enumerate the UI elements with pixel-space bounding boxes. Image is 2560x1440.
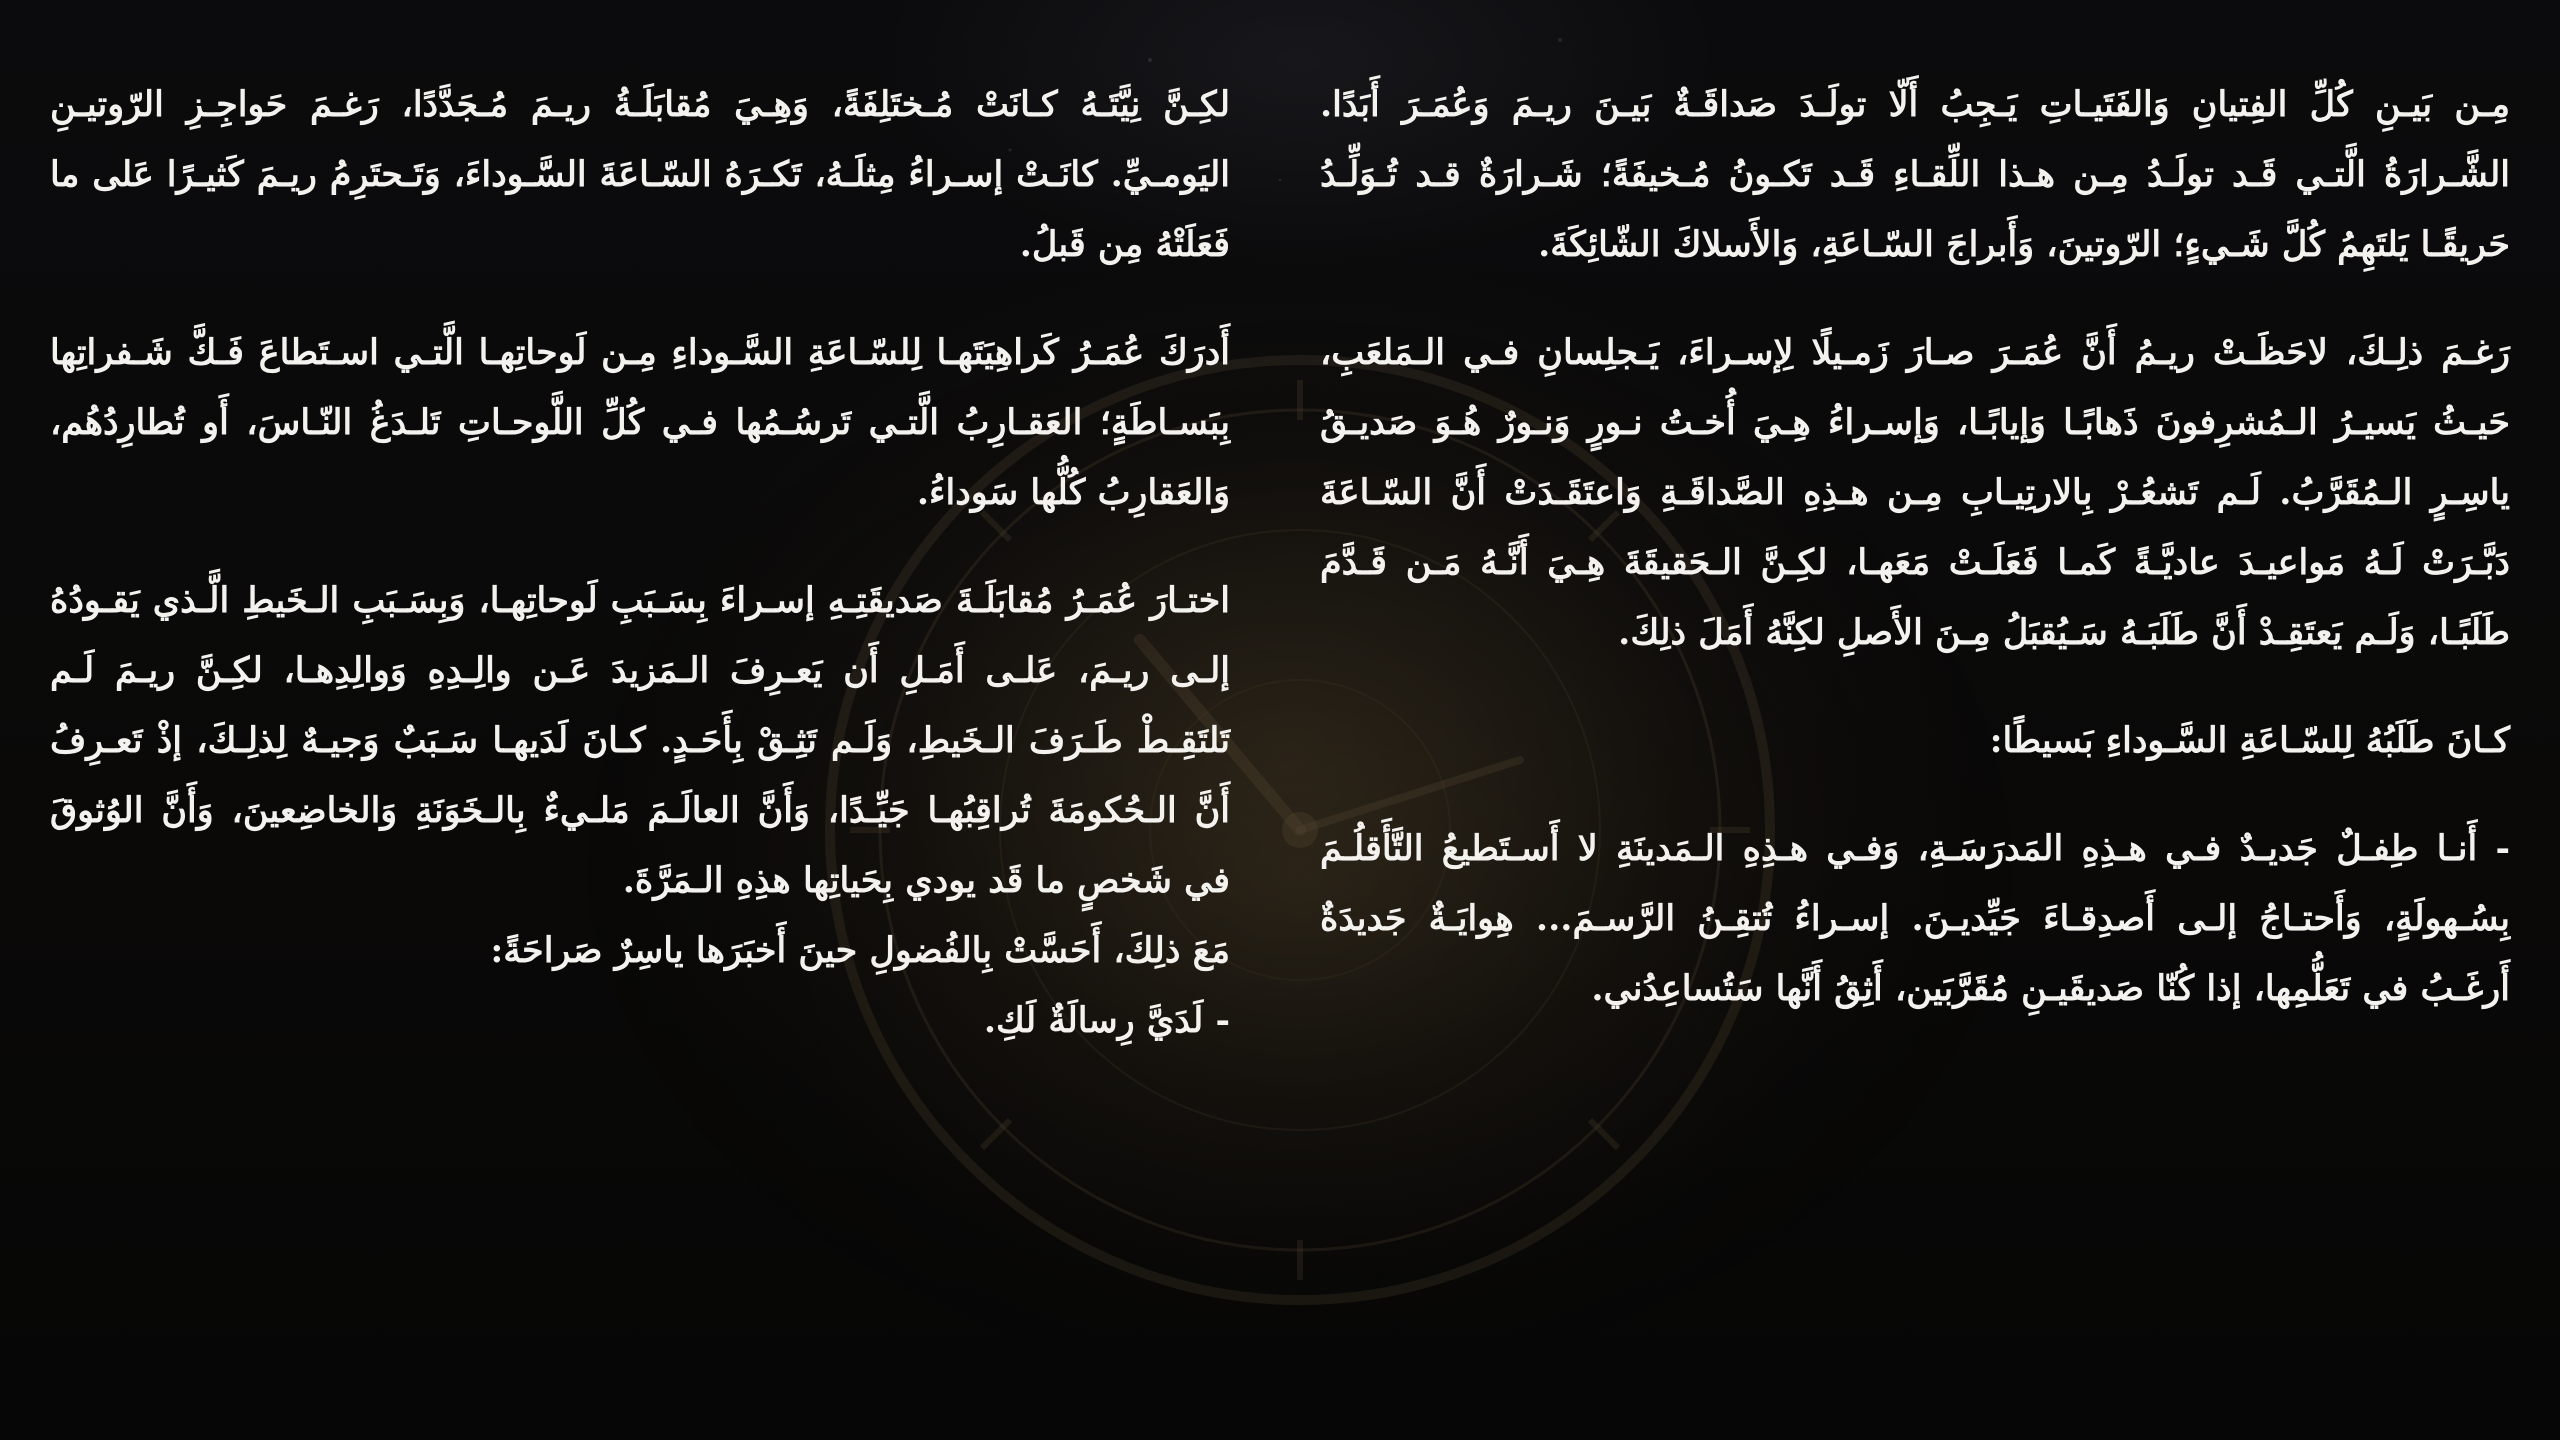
dialogue-paragraph: - لَدَيَّ رِسالَةٌ لَكِ. — [983, 1000, 1230, 1041]
paragraph: رَغـمَ ذلِـكَ، لاحَظَـتْ ريـمُ أَنَّ عُمَـرَ صـارَ زَمـيلًا لِإسـراءَ، يَـجلِسانِ فـي الـمَلعَبِ، حَيـثُ يَسيـرُ الـمُشرِفونَ ذَهابًـا وَإيابًـا، وَإسـراءُ هِـيَ أُخـتُ نـورٍ وَنـورٌ هُـوَ صَديـقُ ياسِـرٍ الـمُقَرَّبُ. لَـم تَشعُـرْ بِالارتِيـابِ مِـن هـذِهِ الصَّداقَـةِ وَاعتَقَـدَتْ أَنَّ السّـاعَةَ دَبَّـرَتْ لَـهُ مَواعيـدَ عاديَّـةً كَمـا فَعَلَـتْ مَعَهـا، لكِـنَّ الـحَقيقَةَ هِـيَ أَنَّـهُ مَـن قَـدَّمَ طَلَبًـا، وَلَـم يَعتَقِـدْ أَنَّ طَلَبَـهُ سَـيُقبَلُ مِـنَ الأَصلِ لكِنَّهُ أَمَلَ ذلِكَ. — [1320, 332, 2510, 653]
paragraph: مَعَ ذلِكَ، أَحَسَّتْ بِالفُضولِ حينَ أَخبَرَها ياسِرٌ صَراحَةً: — [490, 930, 1230, 971]
paragraph: مِـن بَيـنِ كُلِّ الفِتيانِ وَالفَتَيـاتِ يَـجِبُ أَلّا تولَـدَ صَداقَـةٌ بَيـنَ ريـمَ وَعُمَـرَ أَبَدًا. الشَّـرارَةُ الَّتـي قَـد تولَـدُ مِـن هـذا اللِّقـاءِ قَـد تَكـونُ مُـخيفَةً؛ شَـرارَةٌ قـد تُـوَلِّـدُ حَريقًـا يَلتَهِمُ كُلَّ شَـيءٍ؛ الرّوتينَ، وَأَبراجَ السّـاعَةِ، وَالأَسلاكَ الشّائِكَةَ. — [1320, 84, 2510, 265]
dialogue-paragraph: - أَنـا طِفـلٌ جَديـدٌ فـي هـذِهِ المَدرَسَـةِ، وَفـي هـذِهِ الـمَدينَةِ لا أَسـتَطيعُ التَّأَقلُـمَ بِسُـهولَةٍ، وَأَحتـاجُ إلـى أَصدِقـاءَ جَيِّديـنَ. إسـراءُ تُتقِـنُ الرَّسـمَ... هِوايَـةٌ جَديدَةٌ أَرغَـبُ في تَعَلُّمِها، إذا كُنّا صَديقَيـنِ مُقَرَّبَين، أَثِقُ أَنَّها سَتُساعِدُني. — [1320, 828, 2510, 1009]
left-text-column — [50, 70, 1230, 1056]
paragraph: أَدرَكَ عُمَـرُ كَراهِيَتَهـا لِلسّـاعَةِ السَّـوداءِ مِـن لَوحاتِهـا الَّتـي اسـتَطاعَ فَـكَّ شَـفراتِها بِبَسـاطَةٍ؛ العَقـارِبُ الَّتـي تَرسُـمُها فـي كُلِّ اللَّوحـاتِ تَلـدَغُ النّـاسَ، أَو تُطارِدُهُم، وَالعَقارِبُ كُلُّها سَوداءُ. — [50, 332, 1230, 513]
paragraph: اختـارَ عُمَـرُ مُقابَلَـةَ صَديقَتِـهِ إسـراءَ بِسَـبَبِ لَوحاتِهـا، وَبِسَـبَبِ الـخَيطِ الَّـذي يَقـودُهُ إلـى ريـمَ، عَلـى أَمَـلِ أَن يَعـرِفَ الـمَزيدَ عَـن والِـدِهِ وَوالِدِهـا، لكِـنَّ ريـمَ لَـم تَلتَقِـطْ طَـرَفَ الـخَيطِ، وَلَـم تَثِـقْ بِأَحَـدٍ. كـانَ لَدَيهـا سَـبَبٌ وَجيـهٌ لِذلِـكَ، إذْ تَعـرِفُ أَنَّ الـحُكومَةَ تُراقِبُهـا جَيِّـدًا، وَأَنَّ العالَـمَ مَلـيءٌ بِالـخَوَنَةِ وَالخاضِعينَ، وَأَنَّ الوُثوقَ في شَخصٍ ما قَد يودي بِحَياتِها هذِهِ الـمَرَّةَ. — [50, 580, 1230, 901]
right-text-column — [1320, 70, 2510, 1024]
paragraph: كـانَ طَلَبُهُ لِلسّـاعَةِ السَّـوداءِ بَسيطًا: — [1989, 720, 2510, 761]
paragraph: لكِـنَّ نِيَّتَـهُ كـانَتْ مُـختَلِفَةً، وَهِـيَ مُقابَلَـةُ ريـمَ مُـجَدَّدًا، رَغـمَ حَواجِـزِ الرّوتيـنِ اليَومـيِّ. كانَـتْ إسـراءُ مِثلَـهُ، تَكـرَهُ السّـاعَةَ السَّـوداءَ، وَتَـحتَرِمُ ريـمَ كَثيـرًا عَلى ما فَعَلَتْهُ مِن قَبلُ. — [50, 84, 1230, 265]
